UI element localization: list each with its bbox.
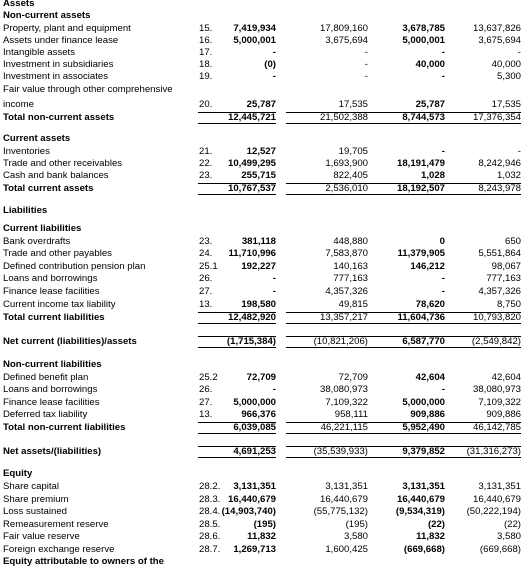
value-cell: 42,604 [415, 372, 445, 383]
value-cell: 11,832 [247, 531, 276, 542]
value-cell: 16,440,679 [227, 494, 276, 505]
value-cell: 5,000,001 [402, 35, 445, 46]
value-cell: 3,131,351 [325, 481, 368, 492]
table-row [0, 397, 526, 409]
table-row [0, 261, 526, 273]
row-label: Investment in subsidiaries [3, 59, 114, 70]
value-cell: (22) [503, 519, 521, 530]
table-row [0, 273, 526, 285]
table-row [0, 531, 526, 543]
value-cell: (669,668) [479, 544, 521, 555]
row-label: Current income tax liability [3, 299, 116, 310]
value-cell: (9,534,319) [395, 506, 445, 517]
row-label: Foreign exchange reserve [3, 544, 115, 555]
value-cell: 46,142,785 [439, 422, 521, 434]
table-row [0, 158, 526, 170]
table-row [0, 519, 526, 531]
value-cell: 18,191,479 [396, 158, 445, 169]
value-cell: 10,499,295 [227, 158, 276, 169]
value-cell: 8,750 [496, 299, 521, 310]
row-label: Defined contribution pension plan [3, 261, 146, 272]
value-cell: (50,222,194) [466, 506, 521, 517]
value-cell: - [272, 384, 276, 395]
total-row [0, 183, 526, 195]
row-label: Finance lease facilities [3, 286, 100, 297]
value-cell: 16,440,679 [472, 494, 521, 505]
section-heading [0, 468, 526, 480]
value-cell: 777,163 [486, 273, 521, 284]
value-cell: 3,675,694 [325, 35, 368, 46]
table-row [0, 35, 526, 47]
row-label: Liabilities [3, 205, 48, 216]
value-cell: 13,637,826 [472, 23, 521, 34]
table-row [0, 59, 526, 71]
value-cell: 7,419,934 [233, 23, 276, 34]
table-row [0, 299, 526, 311]
value-cell: 49,815 [338, 299, 368, 310]
value-cell: 12,482,920 [198, 312, 276, 324]
note-ref: 26. [199, 384, 213, 395]
note-ref: 20. [199, 99, 213, 110]
note-ref: 16. [199, 35, 213, 46]
value-cell: 18,192,507 [367, 183, 445, 195]
value-cell: - [272, 71, 276, 82]
table-row [0, 236, 526, 248]
value-cell: 5,000,000 [233, 397, 276, 408]
value-cell: 17,376,354 [439, 112, 521, 124]
value-cell: 198,580 [241, 299, 276, 310]
table-row [0, 170, 526, 182]
section-heading [0, 10, 526, 22]
value-cell: - [517, 47, 521, 58]
note-ref: 13. [199, 299, 213, 310]
value-cell: 5,000,001 [233, 35, 276, 46]
value-cell: 4,357,326 [478, 286, 521, 297]
value-cell: 1,269,713 [233, 544, 276, 555]
value-cell: 140,163 [333, 261, 368, 272]
value-cell: 966,376 [241, 409, 276, 420]
row-label: Defined benefit plan [3, 372, 89, 383]
value-cell: - [272, 273, 276, 284]
row-label: Share capital [3, 481, 59, 492]
value-cell: (55,775,132) [313, 506, 368, 517]
table-row [0, 494, 526, 506]
value-cell: 12,445,721 [198, 112, 276, 124]
value-cell: 650 [504, 236, 521, 247]
table-row [0, 99, 526, 111]
row-label: Non-current liabilities [3, 359, 102, 370]
value-cell: (2,549,842) [439, 336, 521, 348]
total-row [0, 422, 526, 434]
note-ref: 26. [199, 273, 213, 284]
value-cell: 40,000 [415, 59, 445, 70]
value-cell: 777,163 [333, 273, 368, 284]
value-cell: 25,787 [246, 99, 276, 110]
value-cell: 11,604,736 [367, 312, 445, 324]
table-row [0, 286, 526, 298]
row-label: Total non-current liabilities [3, 422, 126, 433]
value-cell: 5,551,864 [478, 248, 521, 259]
value-cell: 1,028 [420, 170, 445, 181]
value-cell: 146,212 [410, 261, 445, 272]
table-row [0, 23, 526, 35]
value-cell: 7,109,322 [478, 397, 521, 408]
value-cell: 2,536,010 [286, 183, 368, 195]
value-cell: 909,886 [410, 409, 445, 420]
row-label: Investment in associates [3, 71, 109, 82]
value-cell: - [364, 47, 368, 58]
table-row [0, 384, 526, 396]
row-label: Fair value through other comprehensive [3, 84, 173, 95]
value-cell: 822,405 [333, 170, 368, 181]
row-label: income [3, 99, 34, 110]
section-heading [0, 223, 526, 235]
value-cell: - [364, 59, 368, 70]
value-cell: 17,535 [338, 99, 368, 110]
value-cell: (0) [264, 59, 276, 70]
note-ref: 19. [199, 71, 213, 82]
value-cell: 1,032 [496, 170, 521, 181]
value-cell: 0 [439, 236, 445, 247]
total-row [0, 446, 526, 458]
value-cell: 1,600,425 [325, 544, 368, 555]
value-cell: (10,821,206) [286, 336, 368, 348]
value-cell: 25,787 [415, 99, 445, 110]
value-cell: (35,539,933) [286, 446, 368, 458]
table-row [0, 47, 526, 59]
note-ref: 27. [199, 286, 213, 297]
note-ref: 13. [199, 409, 213, 420]
value-cell: - [364, 71, 368, 82]
value-cell: - [272, 286, 276, 297]
value-cell: - [441, 384, 445, 395]
total-row [0, 336, 526, 348]
note-ref: 23. [199, 170, 213, 181]
value-cell: 6,587,770 [367, 336, 445, 348]
value-cell: 381,118 [241, 236, 276, 247]
value-cell: 72,709 [338, 372, 368, 383]
value-cell: 3,131,351 [478, 481, 521, 492]
note-ref: 24. [199, 248, 213, 259]
value-cell: 10,767,537 [198, 183, 276, 195]
note-ref: 27. [199, 397, 213, 408]
section-heading [0, 0, 526, 10]
table-row [0, 71, 526, 83]
value-cell: 3,580 [496, 531, 521, 542]
table-row [0, 481, 526, 493]
note-ref: 23. [199, 236, 213, 247]
value-cell: 98,067 [491, 261, 521, 272]
value-cell: 5,000,000 [402, 397, 445, 408]
value-cell: 46,221,115 [286, 422, 368, 434]
value-cell: - [441, 71, 445, 82]
value-cell: 40,000 [491, 59, 521, 70]
row-label: Equity attributable to owners of the [3, 556, 164, 567]
row-label: Non-current assets [3, 10, 91, 21]
total-row [0, 312, 526, 324]
note-ref: 28.7. [199, 544, 221, 555]
row-label: Trade and other payables [3, 248, 112, 259]
note-ref: 28.6. [199, 531, 221, 542]
row-label: Remeasurement reserve [3, 519, 109, 530]
row-label: Total current liabilities [3, 312, 105, 323]
value-cell: 8,243,978 [439, 183, 521, 195]
row-label: Loans and borrowings [3, 384, 98, 395]
table-row [0, 248, 526, 260]
row-label: Current assets [3, 133, 71, 144]
value-cell: 448,880 [333, 236, 368, 247]
note-ref: 28.3. [199, 494, 221, 505]
row-label: Inventories [3, 146, 50, 157]
note-ref: 18. [199, 59, 213, 70]
value-cell: 255,715 [241, 170, 276, 181]
row-label: Total current assets [3, 183, 94, 194]
value-cell: 17,535 [491, 99, 521, 110]
row-label: Loans and borrowings [3, 273, 98, 284]
section-heading [0, 84, 526, 96]
value-cell: 909,886 [486, 409, 521, 420]
value-cell: 11,832 [416, 531, 445, 542]
value-cell: 10,793,820 [439, 312, 521, 324]
note-ref: 21. [199, 146, 213, 157]
value-cell: 958,111 [334, 409, 368, 420]
value-cell: 16,440,679 [396, 494, 445, 505]
value-cell: 192,227 [241, 261, 276, 272]
value-cell: - [441, 273, 445, 284]
value-cell: - [272, 47, 276, 58]
value-cell: 42,604 [491, 372, 521, 383]
table-row [0, 372, 526, 384]
note-ref: 17. [199, 47, 213, 58]
row-label: Fair value reserve [3, 531, 80, 542]
value-cell: 8,242,946 [478, 158, 521, 169]
note-ref: 25.1 [199, 261, 218, 272]
row-label: Net assets/(liabilities) [3, 446, 102, 457]
note-ref: 28.2. [199, 481, 221, 492]
value-cell: - [441, 146, 445, 157]
row-label: Intangible assets [3, 47, 75, 58]
value-cell: 5,952,490 [367, 422, 445, 434]
total-row [0, 112, 526, 124]
row-label: Finance lease facilities [3, 397, 100, 408]
value-cell: 13,357,217 [286, 312, 368, 324]
row-label: Loss sustained [3, 506, 67, 517]
value-cell: - [517, 146, 521, 157]
value-cell: (31,316,273) [439, 446, 521, 458]
value-cell: (1,715,384) [198, 336, 276, 348]
value-cell: - [441, 286, 445, 297]
row-label: Bank overdrafts [3, 236, 71, 247]
row-label: Deferred tax liability [3, 409, 88, 420]
row-label: Equity [3, 468, 33, 479]
value-cell: 3,678,785 [402, 23, 445, 34]
row-label: Trade and other receivables [3, 158, 123, 169]
value-cell: 5,300 [496, 71, 521, 82]
note-ref: 25.2 [199, 372, 218, 383]
value-cell: 19,705 [338, 146, 368, 157]
row-label: Property, plant and equipment [3, 23, 131, 34]
note-ref: 15. [199, 23, 213, 34]
row-label: Current liabilities [3, 223, 82, 234]
section-heading [0, 359, 526, 371]
section-heading [0, 556, 526, 568]
value-cell: 78,620 [415, 299, 445, 310]
value-cell: 16,440,679 [319, 494, 368, 505]
section-heading [0, 205, 526, 217]
row-label: Cash and bank balances [3, 170, 109, 181]
value-cell: 6,039,085 [198, 422, 276, 434]
row-label: Share premium [3, 494, 69, 505]
value-cell: 38,080,973 [319, 384, 368, 395]
row-label: Assets under finance lease [3, 35, 119, 46]
value-cell: (22) [427, 519, 445, 530]
value-cell: 3,675,694 [478, 35, 521, 46]
note-ref: 28.5. [199, 519, 221, 530]
value-cell: (14,903,740) [221, 506, 276, 517]
row-label: Total non-current assets [3, 112, 115, 123]
table-row [0, 409, 526, 421]
table-row [0, 544, 526, 556]
note-ref: 28.4. [199, 506, 221, 517]
value-cell: 11,710,996 [228, 248, 276, 259]
value-cell: 8,744,573 [367, 112, 445, 124]
value-cell: 3,131,351 [402, 481, 445, 492]
value-cell: - [441, 47, 445, 58]
value-cell: 3,580 [343, 531, 368, 542]
row-label: Assets [3, 0, 35, 9]
value-cell: 3,131,351 [233, 481, 276, 492]
value-cell: 9,379,852 [367, 446, 445, 458]
value-cell: 17,809,160 [319, 23, 368, 34]
value-cell: (669,668) [403, 544, 445, 555]
value-cell: 38,080,973 [472, 384, 521, 395]
value-cell: 1,693,900 [325, 158, 368, 169]
value-cell: 7,109,322 [325, 397, 368, 408]
note-ref: 22. [199, 158, 213, 169]
table-row [0, 146, 526, 158]
section-heading [0, 133, 526, 145]
value-cell: 12,527 [246, 146, 276, 157]
value-cell: 11,379,905 [397, 248, 445, 259]
row-label: Net current (liabilities)/assets [3, 336, 137, 347]
value-cell: 7,583,870 [325, 248, 368, 259]
value-cell: 72,709 [246, 372, 276, 383]
value-cell: (195) [253, 519, 276, 530]
value-cell: (195) [345, 519, 368, 530]
value-cell: 21,502,388 [286, 112, 368, 124]
value-cell: 4,691,253 [198, 446, 276, 458]
value-cell: 4,357,326 [325, 286, 368, 297]
table-row [0, 506, 526, 518]
